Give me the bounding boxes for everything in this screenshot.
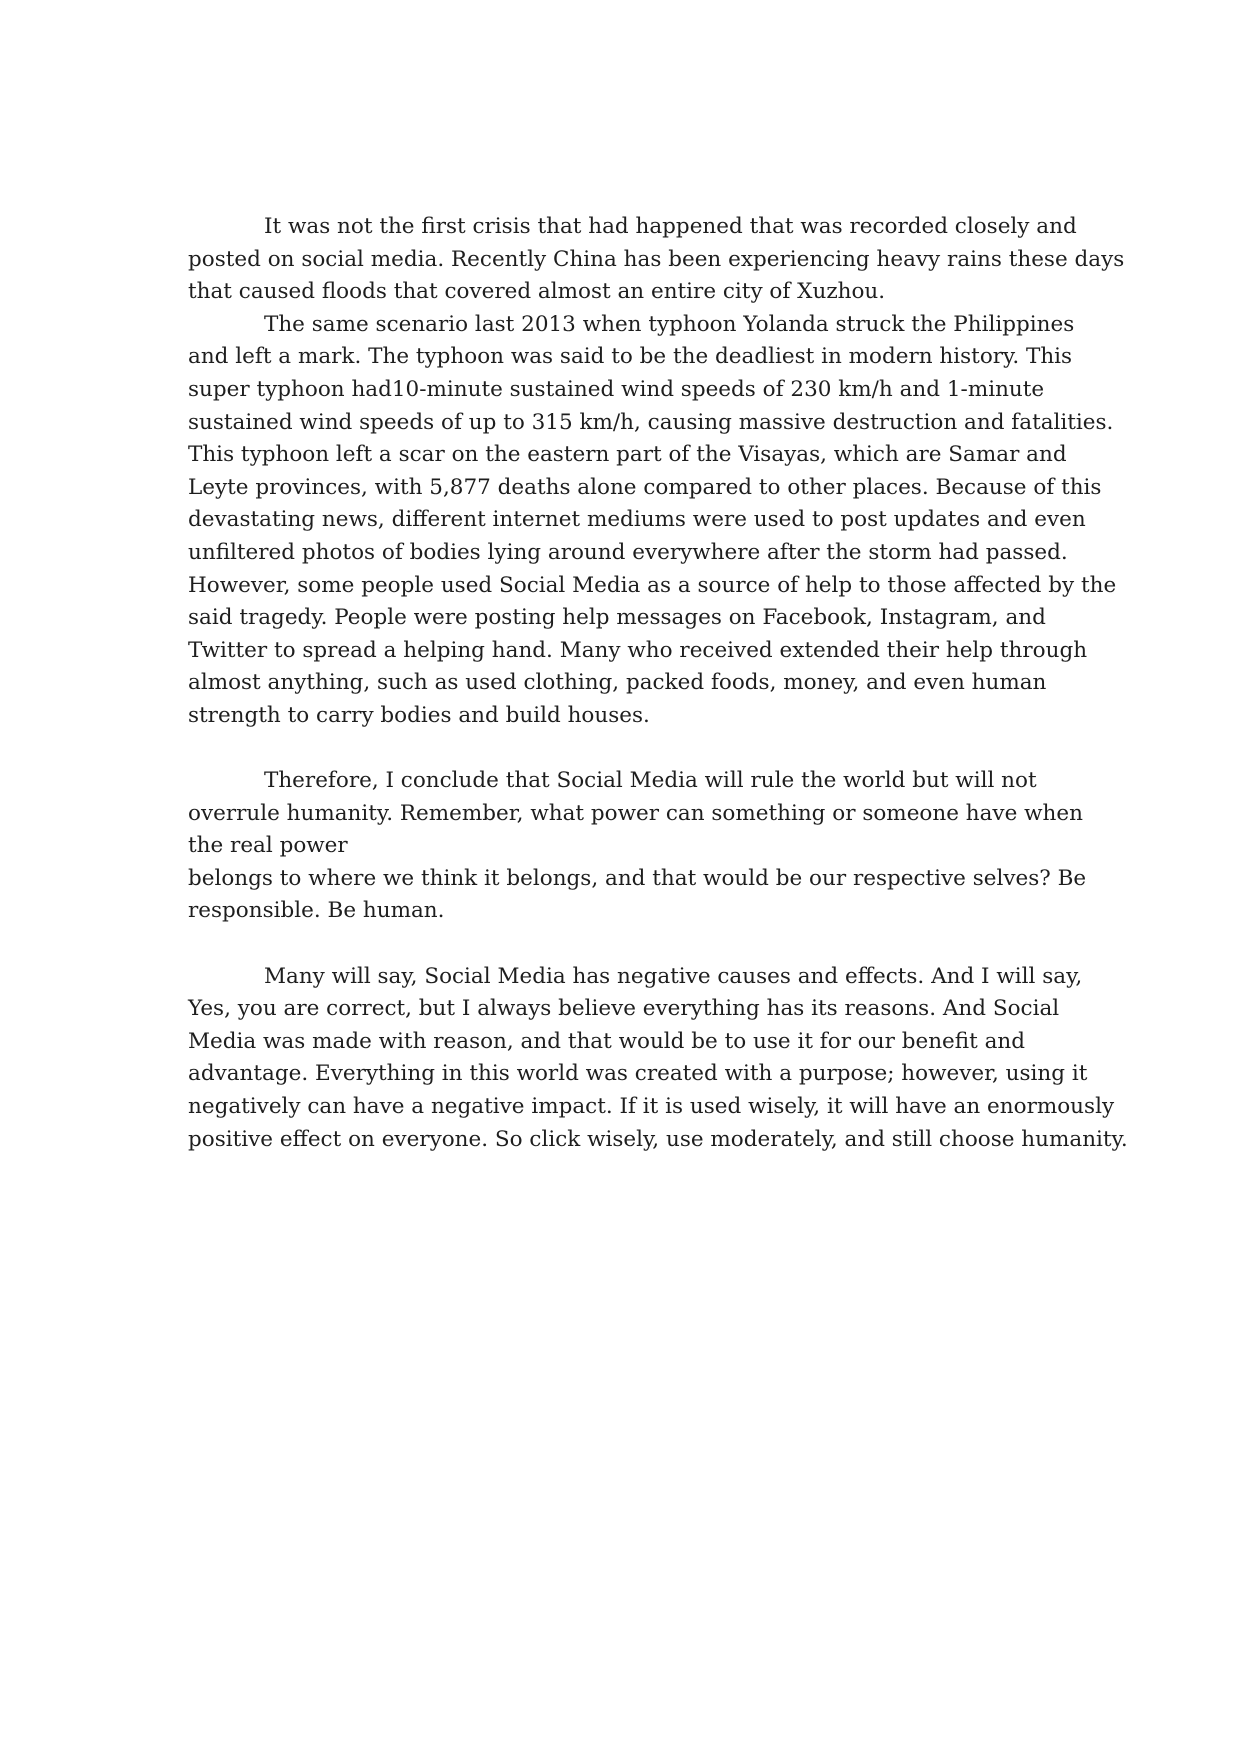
text-line: the real power: [188, 833, 348, 859]
text-line: sustained wind speeds of up to 315 km/h, causing massive destruction and fatalities.: [188, 409, 1114, 435]
text-line: The same scenario last 2013 when typhoon Yolanda struck the Philippines: [264, 311, 1075, 337]
text-line: Therefore, I conclude that Social Media will rule the world but will not: [264, 768, 1037, 794]
text-line: super typhoon had10-minute sustained wind speeds of 230 km/h and 1-minute: [188, 376, 1045, 402]
text-line: Media was made with reason, and that would be to use it for our benefit and: [188, 1028, 1026, 1054]
text-line: Twitter to spread a helping hand. Many who received extended their help through: [188, 637, 1088, 663]
text-line: advantage. Everything in this world was created with a purpose; however, using it: [188, 1061, 1088, 1087]
text-line: negatively can have a negative impact. If it is used wisely, it will have an enormously: [188, 1094, 1115, 1120]
paragraph-typhoon-yolanda: [188, 309, 1117, 733]
paragraph-closing: [188, 961, 1128, 1157]
text-line: Leyte provinces, with 5,877 deaths alone compared to other places. Because of this: [188, 474, 1102, 500]
text-line: almost anything, such as used clothing, packed foods, money, and even human: [188, 670, 1047, 696]
paragraph-conclusion: [188, 765, 1087, 928]
text-line: devastating news, different internet mediums were used to post updates and even: [188, 507, 1086, 533]
paragraph-spacer: [188, 928, 1068, 961]
text-line: Yes, you are correct, but I always believe everything has its reasons. And Social: [188, 996, 1060, 1022]
text-line: responsible. Be human.: [188, 898, 445, 924]
text-line: and left a mark. The typhoon was said to be the deadliest in modern history. This: [188, 344, 1073, 370]
text-line: Many will say, Social Media has negative causes and effects. And I will say,: [264, 963, 1083, 989]
text-line: that caused floods that covered almost an entire city of Xuzhou.: [188, 279, 886, 305]
text-line: said tragedy. People were posting help messages on Facebook, Instagram, and: [188, 605, 1046, 631]
text-line: strength to carry bodies and build houses.: [188, 702, 650, 728]
text-line: posted on social media. Recently China has been experiencing heavy rains these days: [188, 246, 1125, 272]
document-page: [188, 211, 1128, 1156]
text-line: unfiltered photos of bodies lying around everywhere after the storm had passed.: [188, 539, 1068, 565]
paragraph-crisis-intro: [188, 211, 1125, 309]
text-line: belongs to where we think it belongs, and that would be our respective selves? Be: [188, 865, 1087, 891]
text-line: It was not the first crisis that had happened that was recorded closely and: [264, 214, 1077, 239]
paragraph-spacer: [188, 733, 1068, 766]
text-line: positive effect on everyone. So click wisely, use moderately, and still choose humanity.: [188, 1126, 1128, 1152]
text-line: overrule humanity. Remember, what power can something or someone have when: [188, 800, 1083, 826]
text-line: However, some people used Social Media as a source of help to those affected by the: [188, 572, 1117, 598]
text-line: This typhoon left a scar on the eastern part of the Visayas, which are Samar and: [188, 442, 1067, 468]
